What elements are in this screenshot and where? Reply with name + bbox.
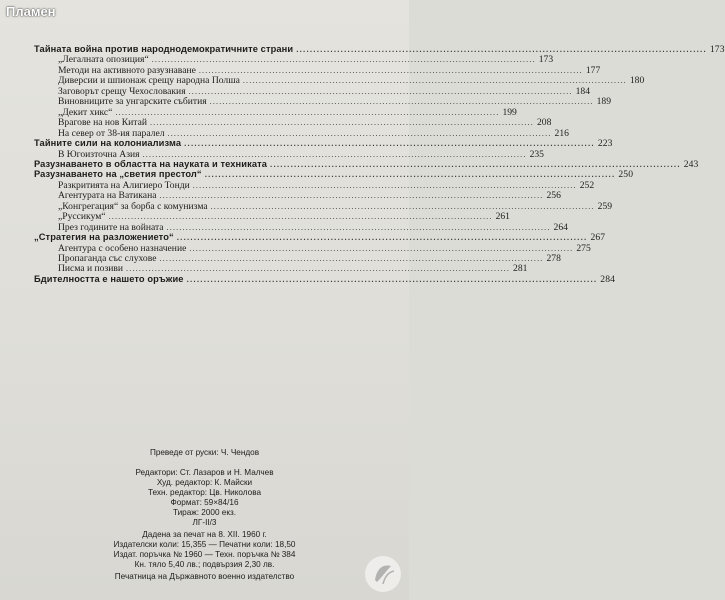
toc-entry-title: Тайните сили на колониализма <box>34 138 182 149</box>
toc-leader-dots: ........................................................................................................................ <box>242 76 627 86</box>
toc-entry <box>58 54 554 66</box>
toc-entry-page: 267 <box>590 232 606 244</box>
toc-entry <box>34 44 725 55</box>
toc-leader-dots: ........................................................................................................................ <box>189 243 574 253</box>
toc-entry-page: 189 <box>596 96 612 108</box>
toc-leader-dots: ........................................................................................................................ <box>209 97 594 107</box>
toc-entry <box>58 85 590 97</box>
toc-entry-page: 275 <box>576 242 591 254</box>
toc-entry-title: Разузнаването на „светия престол“ <box>34 169 202 180</box>
toc-entry <box>58 253 561 264</box>
toc-entry-page: 256 <box>546 190 561 202</box>
toc-entry <box>58 117 552 129</box>
toc-entry-title: Пропаганда със слухове <box>58 253 157 264</box>
toc-entry-title: Разкритията на Алигиеро Тонди <box>58 179 190 191</box>
toc-leader-dots: ........................................................................................................................ <box>166 222 551 232</box>
toc-entry-title: През годините на войната <box>58 221 164 233</box>
toc-entry <box>58 64 601 76</box>
toc-entry-title: Диверсии и шпионаж срещу народна Полша <box>58 75 240 87</box>
toc-leader-dots: ........................................................................................................................ <box>108 212 493 222</box>
toc-leader-dots: ........................................................................................................................ <box>167 128 552 138</box>
imprint-line: Издателски коли: 15,355 — Печатни коли: 18,50 <box>113 540 296 549</box>
toc-entry-page: 173 <box>709 44 725 55</box>
toc-entry <box>34 273 615 285</box>
toc-entry <box>34 232 606 244</box>
toc-entry <box>58 200 612 212</box>
imprint-line: Печатница на Държавното военно издателство <box>114 572 295 581</box>
toc-leader-dots: ........................................................................................................................ <box>142 149 527 159</box>
toc-entry-title: В Югоизточна Азия <box>58 148 140 160</box>
toc-entry-title: Писма и позиви <box>58 263 124 275</box>
toc-entry-title: Врагове на нов Китай <box>58 117 147 129</box>
toc-entry-page: 208 <box>536 117 552 129</box>
toc-entry <box>34 158 699 170</box>
toc-entry-page: 243 <box>683 158 699 170</box>
toc-leader-dots: ........................................................................................................................ <box>270 159 681 169</box>
toc-entry-page: 259 <box>597 200 612 212</box>
toc-entry <box>58 221 568 233</box>
toc-entry <box>58 148 544 160</box>
imprint-line: Преведе от руски: Ч. Чендов <box>149 448 260 457</box>
toc-entry-title: Агентурата на Ватикана <box>58 190 157 202</box>
toc-leader-dots: ........................................................................................................................ <box>126 264 511 274</box>
toc-entry-page: 281 <box>513 263 528 275</box>
watermark-label: Пламен <box>6 4 56 19</box>
imprint-line: Техн. редактор: Цв. Николова <box>147 488 262 497</box>
toc-entry-page: 284 <box>600 273 615 285</box>
toc-entry <box>58 242 591 254</box>
toc-entry-page: 278 <box>546 253 561 264</box>
toc-entry <box>34 169 634 181</box>
imprint-line: Дадена за печат на 8. XII. 1960 г. <box>142 530 267 539</box>
toc-entry-title: „Декит хикс“ <box>58 106 113 118</box>
toc-entry <box>58 127 569 139</box>
toc-leader-dots: ........................................................................................................................ <box>159 254 544 263</box>
imprint-line: ЛГ-II/3 <box>192 518 217 527</box>
toc-leader-dots: ........................................................................................................................ <box>204 170 616 180</box>
toc-entry-page: 180 <box>629 75 645 87</box>
imprint-line: Кн. тяло 5,40 лв.; подвързия 2,30 лв. <box>134 560 275 569</box>
toc-entry-page: 184 <box>575 85 590 97</box>
imprint-line: Издат. поръчка № 1960 — Техн. поръчка № 384 <box>113 550 296 559</box>
imprint-line: Тираж: 2000 екз. <box>172 508 237 517</box>
toc-leader-dots: ........................................................................................................................ <box>198 65 583 75</box>
toc-entry-title: Тайната война против народнодемократичните страни <box>34 44 294 54</box>
toc-leader-dots: ........................................................................................................................ <box>186 274 598 284</box>
imprint-line: Худ. редактор: К. Майски <box>156 478 253 487</box>
toc-entry-page: 223 <box>597 138 613 150</box>
toc-leader-dots: ........................................................................................................................ <box>296 45 707 54</box>
seller-logo-icon <box>363 554 403 594</box>
imprint-line: Формат: 59×84/16 <box>170 498 239 507</box>
toc-entry-title: На север от 38-ия паралел <box>58 127 165 139</box>
toc-entry <box>58 263 528 275</box>
toc-entry-page: 235 <box>529 148 544 160</box>
toc-leader-dots: ........................................................................................................................ <box>192 180 577 190</box>
toc-entry-page: 250 <box>618 169 634 181</box>
toc-entry-title: Заговорът срещу Чехословакия <box>58 85 186 97</box>
toc-entry-title: „Руссикум“ <box>58 211 106 223</box>
toc-entry-page: 177 <box>585 64 601 76</box>
toc-entry-title: Виновниците за унгарските събития <box>58 96 207 108</box>
toc-entry <box>58 96 612 108</box>
toc-entry-page: 264 <box>553 221 568 233</box>
toc-leader-dots: ........................................................................................................................ <box>210 201 595 211</box>
toc-leader-dots: ........................................................................................................................ <box>115 107 500 117</box>
toc-leader-dots: ........................................................................................................................ <box>184 139 595 149</box>
toc-leader-dots: ........................................................................................................................ <box>159 191 544 201</box>
toc-entry-title: Разузнаването в областта на науката и техниката <box>34 158 268 169</box>
toc-entry-page: 173 <box>538 54 554 66</box>
toc-entry-page: 252 <box>579 179 595 191</box>
toc-entry <box>58 106 517 118</box>
toc-entry-page: 216 <box>554 127 569 139</box>
toc-leader-dots: ........................................................................................................................ <box>188 86 573 96</box>
toc-entry <box>58 211 510 223</box>
toc-entry-title: „Конгрегация“ за борба с комунизма <box>58 200 208 212</box>
toc-entry-title: „Стратегия на разложението“ <box>34 232 174 243</box>
toc-entry-title: „Легалната опозиция“ <box>58 54 149 66</box>
toc-leader-dots: ........................................................................................................................ <box>151 55 536 65</box>
toc-entry-title: Агентура с особено назначение <box>58 242 187 254</box>
toc-leader-dots: ........................................................................................................................ <box>176 233 588 243</box>
toc-entry-title: Бдителността е нашето оръжие <box>34 273 184 284</box>
toc-leader-dots: ........................................................................................................................ <box>149 118 534 128</box>
toc-entry-page: 261 <box>495 211 510 223</box>
toc-entry-title: Методи на активното разузнаване <box>58 64 196 76</box>
toc-entry <box>58 190 561 202</box>
toc-entry <box>58 75 645 87</box>
toc-entry-page: 199 <box>502 106 517 118</box>
toc-entry <box>34 138 613 150</box>
toc-entry <box>58 179 595 191</box>
imprint-line: Редактори: Ст. Лазаров и Н. Малчев <box>135 468 274 477</box>
